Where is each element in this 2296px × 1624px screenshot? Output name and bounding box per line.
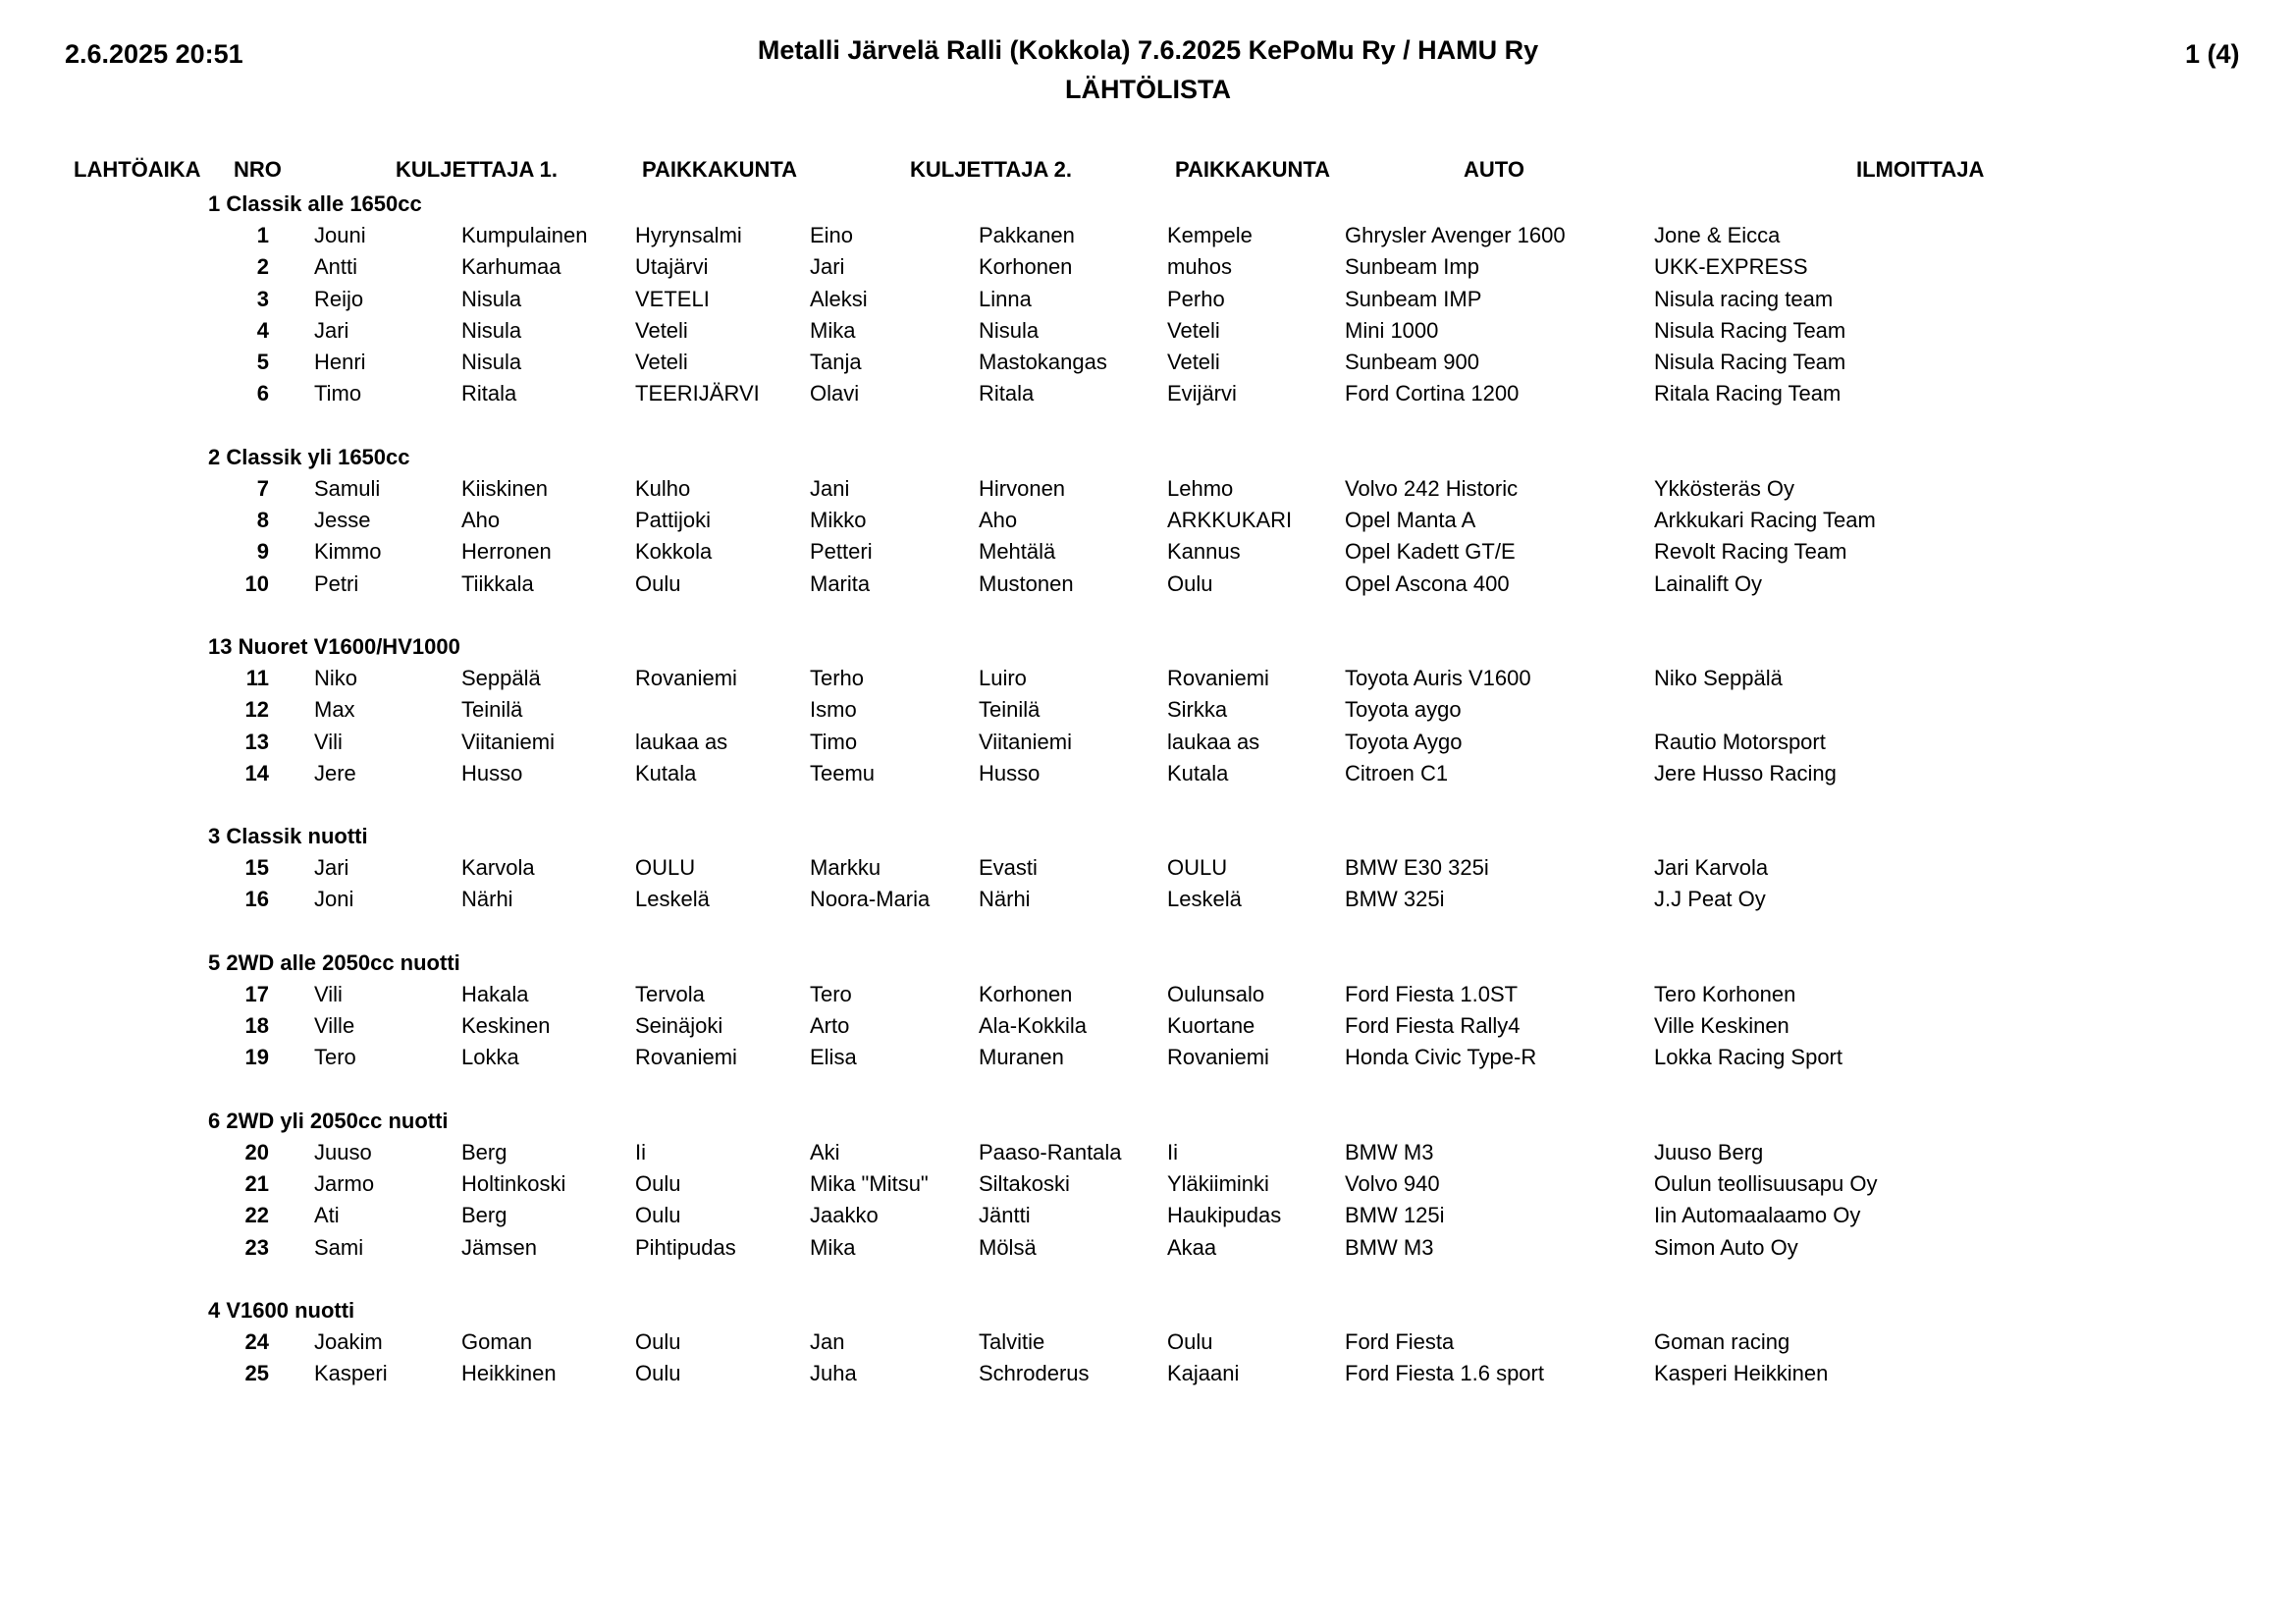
driver2-last-name: Teinilä xyxy=(979,697,1041,723)
driver1-first-name: Tero xyxy=(314,1045,356,1070)
group-spacer xyxy=(0,1264,2296,1295)
driver2-last-name: Siltakoski xyxy=(979,1170,1070,1196)
entry-number: 2 xyxy=(256,254,269,280)
driver1-town: Oulu xyxy=(635,1328,681,1354)
entry-number: 22 xyxy=(244,1203,269,1228)
entrant-name: Juuso Berg xyxy=(1654,1139,1764,1164)
driver2-town: Sirkka xyxy=(1167,697,1228,723)
driver2-first-name: Noora-Maria xyxy=(810,887,931,912)
entry-number: 9 xyxy=(256,539,269,565)
driver2-last-name: Linna xyxy=(979,286,1032,311)
column-header-driver1: KULJETTAJA 1. xyxy=(396,157,559,182)
driver2-first-name: Mika xyxy=(810,1234,856,1260)
entry-row xyxy=(0,1168,2296,1200)
car-model: Sunbeam IMP xyxy=(1345,286,1482,311)
driver1-first-name: Jarmo xyxy=(314,1170,375,1196)
entry-number: 21 xyxy=(244,1170,269,1196)
print-datetime: 2.6.2025 20:51 xyxy=(65,39,243,69)
entry-row xyxy=(0,505,2296,536)
car-model: Toyota Aygo xyxy=(1345,729,1463,754)
column-header-town1: PAIKKAKUNTA xyxy=(642,157,798,182)
car-model: Ford Fiesta 1.6 sport xyxy=(1345,1361,1544,1386)
driver1-first-name: Samuli xyxy=(314,475,381,501)
entry-number: 6 xyxy=(256,381,269,406)
driver1-town: Oulu xyxy=(635,1203,681,1228)
entrant-name: Iin Automaalaamo Oy xyxy=(1654,1203,1861,1228)
class-group-title: 5 2WD alle 2050cc nuotti xyxy=(208,949,460,975)
entry-row xyxy=(0,536,2296,568)
driver2-first-name: Marita xyxy=(810,570,871,596)
car-model: Ford Fiesta xyxy=(1345,1328,1455,1354)
driver2-first-name: Ismo xyxy=(810,697,857,723)
car-model: Sunbeam Imp xyxy=(1345,254,1479,280)
driver2-first-name: Teemu xyxy=(810,760,876,785)
entrant-name: Ykkösteräs Oy xyxy=(1654,475,1795,501)
driver2-last-name: Ala-Kokkila xyxy=(979,1013,1088,1039)
driver2-town: muhos xyxy=(1167,254,1233,280)
car-model: Opel Ascona 400 xyxy=(1345,570,1510,596)
driver1-first-name: Sami xyxy=(314,1234,364,1260)
driver2-town: Kutala xyxy=(1167,760,1229,785)
driver1-last-name: Teinilä xyxy=(461,697,523,723)
entrant-name: Nisula racing team xyxy=(1654,286,1834,311)
driver1-town: Pattijoki xyxy=(635,508,712,533)
driver2-last-name: Nisula xyxy=(979,317,1040,343)
driver2-last-name: Mölsä xyxy=(979,1234,1037,1260)
driver2-town: Veteli xyxy=(1167,317,1220,343)
column-header-car: AUTO xyxy=(1464,157,1524,182)
class-group-title: 2 Classik yli 1650cc xyxy=(208,444,410,469)
entry-number: 16 xyxy=(244,887,269,912)
driver2-last-name: Pakkanen xyxy=(979,223,1075,247)
driver2-last-name: Mehtälä xyxy=(979,539,1056,565)
driver1-town: Oulu xyxy=(635,570,681,596)
driver1-first-name: Reijo xyxy=(314,286,364,311)
driver2-first-name: Petteri xyxy=(810,539,873,565)
driver1-town: Veteli xyxy=(635,350,688,375)
driver1-first-name: Niko xyxy=(314,665,358,690)
entrant-name: Rautio Motorsport xyxy=(1654,729,1826,754)
driver2-town: Oulu xyxy=(1167,1328,1213,1354)
driver2-town: Ii xyxy=(1167,1139,1178,1164)
driver2-town: Rovaniemi xyxy=(1167,665,1269,690)
driver2-last-name: Korhonen xyxy=(979,981,1073,1006)
driver1-town: Kokkola xyxy=(635,539,713,565)
entry-number: 11 xyxy=(245,665,269,690)
entry-row xyxy=(0,758,2296,789)
car-model: Ford Cortina 1200 xyxy=(1345,381,1520,406)
entry-number: 4 xyxy=(256,317,269,343)
entry-number: 13 xyxy=(244,729,269,754)
entry-number: 20 xyxy=(244,1139,269,1164)
column-header-driver2: KULJETTAJA 2. xyxy=(910,157,1073,182)
driver2-first-name: Jani xyxy=(810,475,850,501)
entrant-name: Ritala Racing Team xyxy=(1654,381,1842,406)
driver2-town: Akaa xyxy=(1167,1234,1217,1260)
column-header-entrant: ILMOITTAJA xyxy=(1856,157,1985,182)
entrant-name: Simon Auto Oy xyxy=(1654,1234,1798,1260)
entry-row xyxy=(0,852,2296,884)
car-model: Ford Fiesta Rally4 xyxy=(1345,1013,1521,1039)
driver1-town: Kutala xyxy=(635,760,697,785)
entrant-name: Tero Korhonen xyxy=(1654,981,1796,1006)
driver2-town: Yläkiiminki xyxy=(1167,1170,1269,1196)
start-list xyxy=(0,189,2296,1389)
driver2-first-name: Eino xyxy=(810,223,854,247)
driver1-last-name: Jämsen xyxy=(461,1234,538,1260)
document-subtitle: LÄHTÖLISTA xyxy=(1065,75,1231,104)
entrant-name: Nisula Racing Team xyxy=(1654,350,1846,375)
class-group xyxy=(0,189,2296,410)
car-model: Honda Civic Type-R xyxy=(1345,1045,1537,1070)
driver2-last-name: Luiro xyxy=(979,665,1027,690)
driver1-last-name: Lokka xyxy=(461,1045,519,1070)
driver1-town: Rovaniemi xyxy=(635,1045,737,1070)
driver1-first-name: Petri xyxy=(314,570,359,596)
entrant-name: Goman racing xyxy=(1654,1328,1790,1354)
driver2-first-name: Mika "Mitsu" xyxy=(810,1170,929,1196)
driver2-last-name: Paaso-Rantala xyxy=(979,1139,1122,1164)
driver1-town: Kulho xyxy=(635,475,691,501)
driver1-last-name: Kiiskinen xyxy=(461,475,549,501)
entry-row xyxy=(0,1042,2296,1073)
driver2-town: Kuortane xyxy=(1167,1013,1255,1039)
driver1-first-name: Ville xyxy=(314,1013,355,1039)
entrant-name: Revolt Racing Team xyxy=(1654,539,1847,565)
driver2-town: Kempele xyxy=(1167,223,1253,247)
driver2-town: Leskelä xyxy=(1167,887,1242,912)
entry-row xyxy=(0,1232,2296,1264)
driver2-first-name: Mika xyxy=(810,317,856,343)
group-spacer xyxy=(0,600,2296,631)
driver1-last-name: Heikkinen xyxy=(461,1361,557,1386)
driver1-first-name: Vili xyxy=(314,981,343,1006)
driver2-first-name: Elisa xyxy=(810,1045,857,1070)
driver1-first-name: Jesse xyxy=(314,508,371,533)
driver1-town: OULU xyxy=(635,855,696,881)
entrant-name: Niko Seppälä xyxy=(1654,665,1783,690)
driver1-town: Pihtipudas xyxy=(635,1234,736,1260)
car-model: Citroen C1 xyxy=(1345,760,1449,785)
class-group xyxy=(0,821,2296,916)
entry-number: 8 xyxy=(256,508,269,533)
driver2-last-name: Evasti xyxy=(979,855,1038,881)
entry-number: 12 xyxy=(244,697,269,723)
driver1-first-name: Joakim xyxy=(314,1328,383,1354)
driver1-last-name: Nisula xyxy=(461,350,522,375)
entry-number: 7 xyxy=(256,475,269,501)
driver1-last-name: Ritala xyxy=(461,381,517,406)
group-spacer xyxy=(0,1074,2296,1106)
entry-number: 10 xyxy=(244,570,269,596)
entry-row xyxy=(0,220,2296,251)
driver1-first-name: Jari xyxy=(314,317,349,343)
entrant-name: Ville Keskinen xyxy=(1654,1013,1789,1039)
column-header-start-time: LAHTÖAIKA xyxy=(74,157,201,182)
driver1-last-name: Karvola xyxy=(461,855,535,881)
entrant-name: J.J Peat Oy xyxy=(1654,887,1766,912)
driver2-town: Veteli xyxy=(1167,350,1220,375)
car-model: Opel Manta A xyxy=(1345,508,1476,533)
driver1-last-name: Kumpulainen xyxy=(461,223,588,247)
driver1-first-name: Timo xyxy=(314,381,362,406)
driver2-last-name: Viitaniemi xyxy=(979,729,1072,754)
car-model: Sunbeam 900 xyxy=(1345,350,1479,375)
driver2-last-name: Mastokangas xyxy=(979,350,1107,375)
driver2-town: laukaa as xyxy=(1167,729,1260,754)
driver2-last-name: Mustonen xyxy=(979,570,1074,596)
driver1-town: Tervola xyxy=(635,981,705,1006)
driver1-first-name: Vili xyxy=(314,729,343,754)
entry-row xyxy=(0,979,2296,1010)
driver2-first-name: Jari xyxy=(810,254,845,280)
entry-row xyxy=(0,1326,2296,1358)
entry-number: 19 xyxy=(244,1045,269,1070)
driver2-first-name: Arto xyxy=(810,1013,850,1039)
entry-number: 17 xyxy=(244,981,269,1006)
driver1-last-name: Nisula xyxy=(461,317,522,343)
driver1-last-name: Aho xyxy=(461,508,501,533)
class-group-title: 13 Nuoret V1600/HV1000 xyxy=(208,633,460,659)
document-title: Metalli Järvelä Ralli (Kokkola) 7.6.2025 KePoMu Ry / HAMU Ry xyxy=(757,35,1539,65)
entry-row xyxy=(0,694,2296,726)
class-group xyxy=(0,1106,2296,1264)
page-number: 1 (4) xyxy=(2185,39,2240,69)
driver1-first-name: Kimmo xyxy=(314,539,382,565)
driver2-last-name: Korhonen xyxy=(979,254,1073,280)
driver2-first-name: Olavi xyxy=(810,381,860,406)
car-model: BMW 325i xyxy=(1345,887,1445,912)
driver1-first-name: Ati xyxy=(314,1203,340,1228)
driver1-first-name: Jouni xyxy=(314,223,366,247)
class-group-title: 3 Classik nuotti xyxy=(208,824,368,849)
driver2-last-name: Ritala xyxy=(979,381,1035,406)
driver1-last-name: Karhumaa xyxy=(461,254,561,280)
driver2-last-name: Hirvonen xyxy=(979,475,1066,501)
driver1-last-name: Seppälä xyxy=(461,665,541,690)
driver1-last-name: Berg xyxy=(461,1139,507,1164)
column-header-row xyxy=(0,157,2296,189)
entry-row xyxy=(0,473,2296,505)
entry-number: 18 xyxy=(244,1013,269,1039)
driver2-first-name: Aleksi xyxy=(810,286,868,311)
entry-number: 3 xyxy=(256,286,269,311)
driver1-last-name: Nisula xyxy=(461,286,522,311)
class-group xyxy=(0,631,2296,789)
driver1-first-name: Joni xyxy=(314,887,354,912)
car-model: BMW M3 xyxy=(1345,1139,1434,1164)
driver2-first-name: Aki xyxy=(810,1139,840,1164)
driver2-last-name: Husso xyxy=(979,760,1041,785)
driver2-first-name: Tero xyxy=(810,981,852,1006)
driver1-last-name: Goman xyxy=(461,1328,533,1354)
entry-number: 23 xyxy=(244,1234,269,1260)
car-model: BMW 125i xyxy=(1345,1203,1445,1228)
driver1-first-name: Henri xyxy=(314,350,366,375)
entry-row xyxy=(0,347,2296,378)
driver1-last-name: Herronen xyxy=(461,539,552,565)
group-spacer xyxy=(0,410,2296,442)
class-group xyxy=(0,1295,2296,1390)
car-model: Toyota Auris V1600 xyxy=(1345,665,1531,690)
car-model: Toyota aygo xyxy=(1345,697,1462,723)
driver1-town: Rovaniemi xyxy=(635,665,737,690)
class-group xyxy=(0,947,2296,1074)
driver1-first-name: Kasperi xyxy=(314,1361,388,1386)
column-header-town2: PAIKKAKUNTA xyxy=(1175,157,1331,182)
entrant-name: Lainalift Oy xyxy=(1654,570,1763,596)
driver1-town: Ii xyxy=(635,1139,646,1164)
driver1-town: Veteli xyxy=(635,317,688,343)
driver2-town: Oulu xyxy=(1167,570,1213,596)
driver1-last-name: Keskinen xyxy=(461,1013,551,1039)
column-header-nro: NRO xyxy=(234,157,282,182)
driver1-last-name: Tiikkala xyxy=(461,570,534,596)
class-group-title: 6 2WD yli 2050cc nuotti xyxy=(208,1108,449,1133)
driver1-town: Hyrynsalmi xyxy=(635,223,742,247)
driver2-town: Lehmo xyxy=(1167,475,1234,501)
class-group-title: 4 V1600 nuotti xyxy=(208,1297,355,1323)
driver2-first-name: Tanja xyxy=(810,350,862,375)
driver2-last-name: Schroderus xyxy=(979,1361,1090,1386)
group-spacer xyxy=(0,916,2296,947)
driver2-first-name: Jan xyxy=(810,1328,845,1354)
driver2-last-name: Aho xyxy=(979,508,1018,533)
driver1-last-name: Hakala xyxy=(461,981,529,1006)
driver1-first-name: Jari xyxy=(314,855,349,881)
entry-number: 15 xyxy=(244,855,269,881)
driver2-town: Evijärvi xyxy=(1167,381,1237,406)
driver1-last-name: Viitaniemi xyxy=(461,729,555,754)
entry-row xyxy=(0,1010,2296,1042)
driver2-first-name: Markku xyxy=(810,855,881,881)
entrant-name: Jere Husso Racing xyxy=(1654,760,1837,785)
entry-row xyxy=(0,251,2296,283)
driver1-first-name: Juuso xyxy=(314,1139,372,1164)
entrant-name: Nisula Racing Team xyxy=(1654,317,1846,343)
driver2-town: Haukipudas xyxy=(1167,1203,1282,1228)
entry-row xyxy=(0,568,2296,600)
driver2-first-name: Jaakko xyxy=(810,1203,879,1228)
driver1-first-name: Max xyxy=(314,697,355,723)
entry-number: 14 xyxy=(244,760,269,785)
entry-row xyxy=(0,378,2296,409)
driver1-last-name: Holtinkoski xyxy=(461,1170,566,1196)
entrant-name: Oulun teollisuusapu Oy xyxy=(1654,1170,1878,1196)
driver1-last-name: Husso xyxy=(461,760,523,785)
driver1-town: Leskelä xyxy=(635,887,710,912)
driver1-town: VETELI xyxy=(635,286,710,311)
driver2-town: Rovaniemi xyxy=(1167,1045,1269,1070)
driver1-town: laukaa as xyxy=(635,729,728,754)
class-group-title: 1 Classik alle 1650cc xyxy=(208,191,422,216)
entry-row xyxy=(0,315,2296,347)
driver2-town: Oulunsalo xyxy=(1167,981,1265,1006)
driver2-last-name: Talvitie xyxy=(979,1328,1045,1354)
driver2-town: ARKKUKARI xyxy=(1167,508,1293,533)
entry-number: 25 xyxy=(244,1361,269,1386)
entrant-name: Kasperi Heikkinen xyxy=(1654,1361,1829,1386)
driver2-first-name: Juha xyxy=(810,1361,857,1386)
driver2-last-name: Jäntti xyxy=(979,1203,1031,1228)
car-model: Ghrysler Avenger 1600 xyxy=(1345,223,1566,247)
entry-row xyxy=(0,884,2296,915)
entrant-name: Arkkukari Racing Team xyxy=(1654,508,1876,533)
driver1-town: Oulu xyxy=(635,1170,681,1196)
driver2-town: Kannus xyxy=(1167,539,1241,565)
entry-row xyxy=(0,284,2296,315)
car-model: Opel Kadett GT/E xyxy=(1345,539,1516,565)
car-model: Volvo 940 xyxy=(1345,1170,1440,1196)
driver2-first-name: Terho xyxy=(810,665,865,690)
car-model: BMW E30 325i xyxy=(1345,855,1489,881)
entry-number: 24 xyxy=(244,1328,269,1354)
entrant-name: UKK-EXPRESS xyxy=(1654,254,1808,280)
driver1-town: Seinäjoki xyxy=(635,1013,723,1039)
driver2-first-name: Timo xyxy=(810,729,858,754)
driver2-last-name: Muranen xyxy=(979,1045,1064,1070)
driver2-town: Kajaani xyxy=(1167,1361,1240,1386)
entry-row xyxy=(0,1358,2296,1389)
driver1-first-name: Antti xyxy=(314,254,358,280)
car-model: Ford Fiesta 1.0ST xyxy=(1345,981,1519,1006)
entrant-name: Jone & Eicca xyxy=(1654,223,1781,247)
driver1-last-name: Berg xyxy=(461,1203,507,1228)
class-group xyxy=(0,442,2296,600)
driver2-town: Perho xyxy=(1167,286,1225,311)
driver1-town: TEERIJÄRVI xyxy=(635,381,760,406)
driver1-town: Oulu xyxy=(635,1361,681,1386)
driver2-town: OULU xyxy=(1167,855,1228,881)
entry-number: 5 xyxy=(256,350,269,375)
driver2-last-name: Närhi xyxy=(979,887,1031,912)
driver2-first-name: Mikko xyxy=(810,508,867,533)
entry-number: 1 xyxy=(256,223,269,247)
car-model: Volvo 242 Historic xyxy=(1345,475,1519,501)
car-model: BMW M3 xyxy=(1345,1234,1434,1260)
driver1-town: Utajärvi xyxy=(635,254,709,280)
entrant-name: Jari Karvola xyxy=(1654,855,1769,881)
driver1-first-name: Jere xyxy=(314,760,356,785)
entry-row xyxy=(0,1137,2296,1168)
driver1-last-name: Närhi xyxy=(461,887,513,912)
entry-row xyxy=(0,727,2296,758)
entry-row xyxy=(0,663,2296,694)
car-model: Mini 1000 xyxy=(1345,317,1439,343)
entrant-name: Lokka Racing Sport xyxy=(1654,1045,1842,1070)
entry-row xyxy=(0,1200,2296,1231)
group-spacer xyxy=(0,789,2296,821)
